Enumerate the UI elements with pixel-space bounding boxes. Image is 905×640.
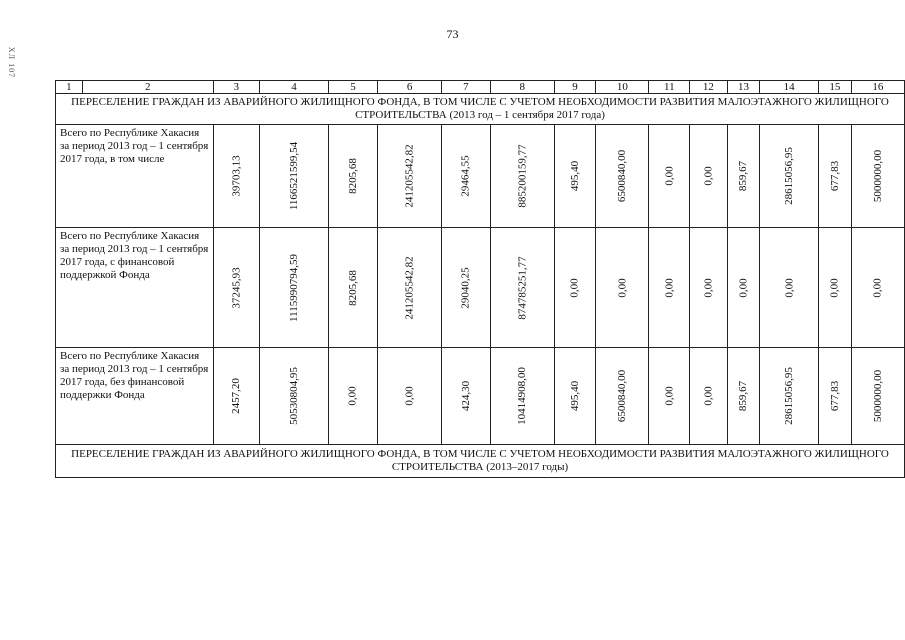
table-cell: 677,83 [819, 348, 852, 445]
column-header: 8 [490, 81, 554, 94]
table-cell: 1115990794,59 [259, 228, 328, 348]
table-cell: 29464,55 [442, 125, 490, 228]
table-cell: 0,00 [819, 228, 852, 348]
column-header: 13 [727, 81, 760, 94]
table-cell: 0,00 [596, 228, 649, 348]
column-header: 10 [596, 81, 649, 94]
table-cell: 6500840,00 [596, 348, 649, 445]
table-cell: 28615056,95 [760, 125, 819, 228]
table-cell: 0,00 [727, 228, 760, 348]
row-description: Всего по Республике Хакасия за период 2013 год – 1 сентября 2017 года, в том числе [56, 125, 214, 228]
table-cell: 424,30 [442, 348, 490, 445]
section-title-row [56, 445, 905, 478]
table-cell: 885200159,77 [490, 125, 554, 228]
column-header: 9 [554, 81, 595, 94]
table-cell: 0,00 [690, 125, 728, 228]
column-header: 2 [82, 81, 213, 94]
row-description: Всего по Республике Хакасия за период 2013 год – 1 сентября 2017 года, с финансовой поддержкой Фонда [56, 228, 214, 348]
table-cell: 8205,68 [329, 228, 378, 348]
table-cell: 39703,13 [213, 125, 259, 228]
table-cell: 28615056,95 [760, 348, 819, 445]
table-cell: 0,00 [760, 228, 819, 348]
table-cell: 0,00 [554, 228, 595, 348]
table-cell: 0,00 [377, 348, 441, 445]
row-description: Всего по Республике Хакасия за период 2013 год – 1 сентября 2017 года, без финансовой поддержки Фонда [56, 348, 214, 445]
table-cell: 0,00 [690, 228, 728, 348]
table-cell: 1166521599,54 [259, 125, 328, 228]
table-cell: 677,83 [819, 125, 852, 228]
column-header: 4 [259, 81, 328, 94]
table-cell: 10414908,00 [490, 348, 554, 445]
table-cell: 241205542,82 [377, 125, 441, 228]
table-cell: 50530804,95 [259, 348, 328, 445]
data-table [55, 80, 905, 478]
column-header: 11 [649, 81, 690, 94]
column-header: 16 [851, 81, 904, 94]
table-cell: 859,67 [727, 348, 760, 445]
table-cell: 0,00 [690, 348, 728, 445]
table-cell: 0,00 [329, 348, 378, 445]
table-cell: 874785251,77 [490, 228, 554, 348]
table-cell: 2457,20 [213, 348, 259, 445]
table-cell: 5000000,00 [851, 125, 904, 228]
table-row [56, 125, 905, 228]
table-cell: 6500840,00 [596, 125, 649, 228]
table-row [56, 348, 905, 445]
side-stamp-text: ХЛ 107 [7, 46, 17, 79]
table-cell: 0,00 [649, 125, 690, 228]
table-cell: 495,40 [554, 125, 595, 228]
column-header: 1 [56, 81, 83, 94]
table-cell: 29040,25 [442, 228, 490, 348]
table-cell: 241205542,82 [377, 228, 441, 348]
column-header: 6 [377, 81, 441, 94]
table-cell: 495,40 [554, 348, 595, 445]
table-cell: 0,00 [851, 228, 904, 348]
table-cell: 0,00 [649, 348, 690, 445]
page-number: 73 [446, 27, 459, 41]
column-header-row [56, 81, 905, 94]
table-cell: 37245,93 [213, 228, 259, 348]
column-header: 5 [329, 81, 378, 94]
table-cell: 5000000,00 [851, 348, 904, 445]
section-title: ПЕРЕСЕЛЕНИЕ ГРАЖДАН ИЗ АВАРИЙНОГО ЖИЛИЩНОГО ФОНДА, В ТОМ ЧИСЛЕ С УЧЕТОМ НЕОБХОДИМОСТИ РАЗВИТИЯ МАЛОЭТАЖНОГО ЖИЛИЩНОГО СТРОИТЕЛЬСТВА (2013–2017 годы) [56, 445, 905, 478]
column-header: 12 [690, 81, 728, 94]
column-header: 15 [819, 81, 852, 94]
table-cell: 0,00 [649, 228, 690, 348]
column-header: 7 [442, 81, 490, 94]
section-title-row [56, 94, 905, 125]
column-header: 3 [213, 81, 259, 94]
column-header: 14 [760, 81, 819, 94]
table-cell: 8205,68 [329, 125, 378, 228]
table-cell: 859,67 [727, 125, 760, 228]
section-title: ПЕРЕСЕЛЕНИЕ ГРАЖДАН ИЗ АВАРИЙНОГО ЖИЛИЩНОГО ФОНДА, В ТОМ ЧИСЛЕ С УЧЕТОМ НЕОБХОДИМОСТИ РАЗВИТИЯ МАЛОЭТАЖНОГО ЖИЛИЩНОГО СТРОИТЕЛЬСТВА (2013 год – 1 сентября 2017 года) [56, 94, 905, 125]
side-stamp [7, 40, 28, 90]
table-row [56, 228, 905, 348]
